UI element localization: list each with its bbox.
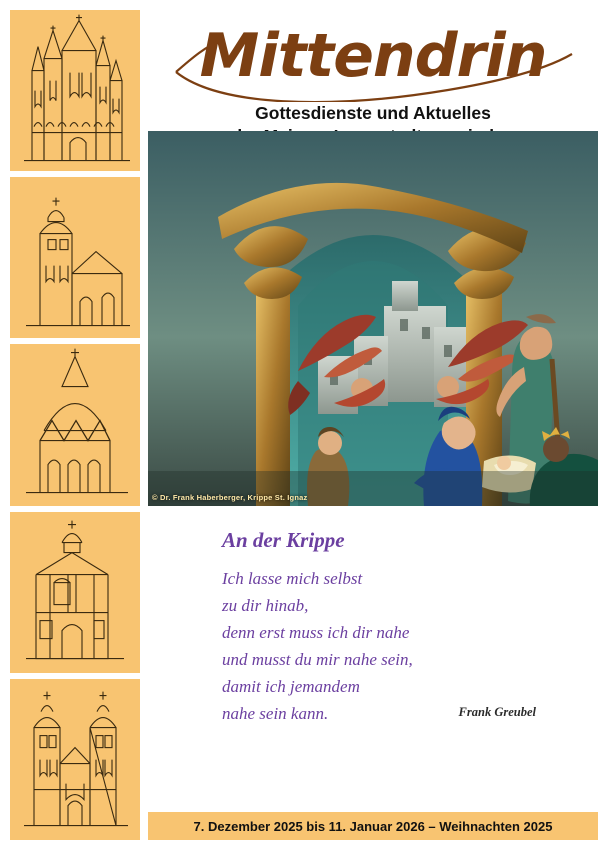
- magazine-title: Mittendrin: [199, 21, 547, 91]
- poem-line-4: und musst du mir nahe sein,: [222, 650, 413, 669]
- st-ignaz-sketch: [10, 512, 140, 673]
- poem-line-3: denn erst muss ich dir nahe: [222, 623, 410, 642]
- masthead: [148, 10, 598, 123]
- poem-line-5: damit ich jemandem: [222, 677, 360, 696]
- st-quintin-sketch: [10, 177, 140, 338]
- issue-date-banner: [148, 812, 598, 840]
- poem-title: An der Krippe: [222, 528, 345, 552]
- poem-line-6: nahe sein kann.: [222, 704, 329, 723]
- st-peter-sketch: [10, 679, 140, 840]
- subtitle-line-1: Gottesdienste und Aktuelles: [255, 103, 491, 123]
- magazine-logo: [148, 10, 598, 102]
- issue-date-text: 7. Dezember 2025 bis 11. Januar 2026 – Weihnachten 2025: [193, 818, 553, 834]
- st-stephan-sketch: [10, 344, 140, 505]
- photo-credit: © Dr. Frank Haberberger, Krippe St. Ignaz: [152, 493, 308, 502]
- dom-st-martin-sketch: [10, 10, 140, 171]
- poem-block: [148, 528, 598, 727]
- nativity-scene-photo: [148, 131, 598, 506]
- poem-line-1: Ich lasse mich selbst: [222, 569, 363, 588]
- main-content: [148, 10, 598, 840]
- poem-line-2: zu dir hinab,: [222, 596, 309, 615]
- church-sketch-column: [10, 10, 140, 840]
- poem-author: Frank Greubel: [458, 705, 536, 719]
